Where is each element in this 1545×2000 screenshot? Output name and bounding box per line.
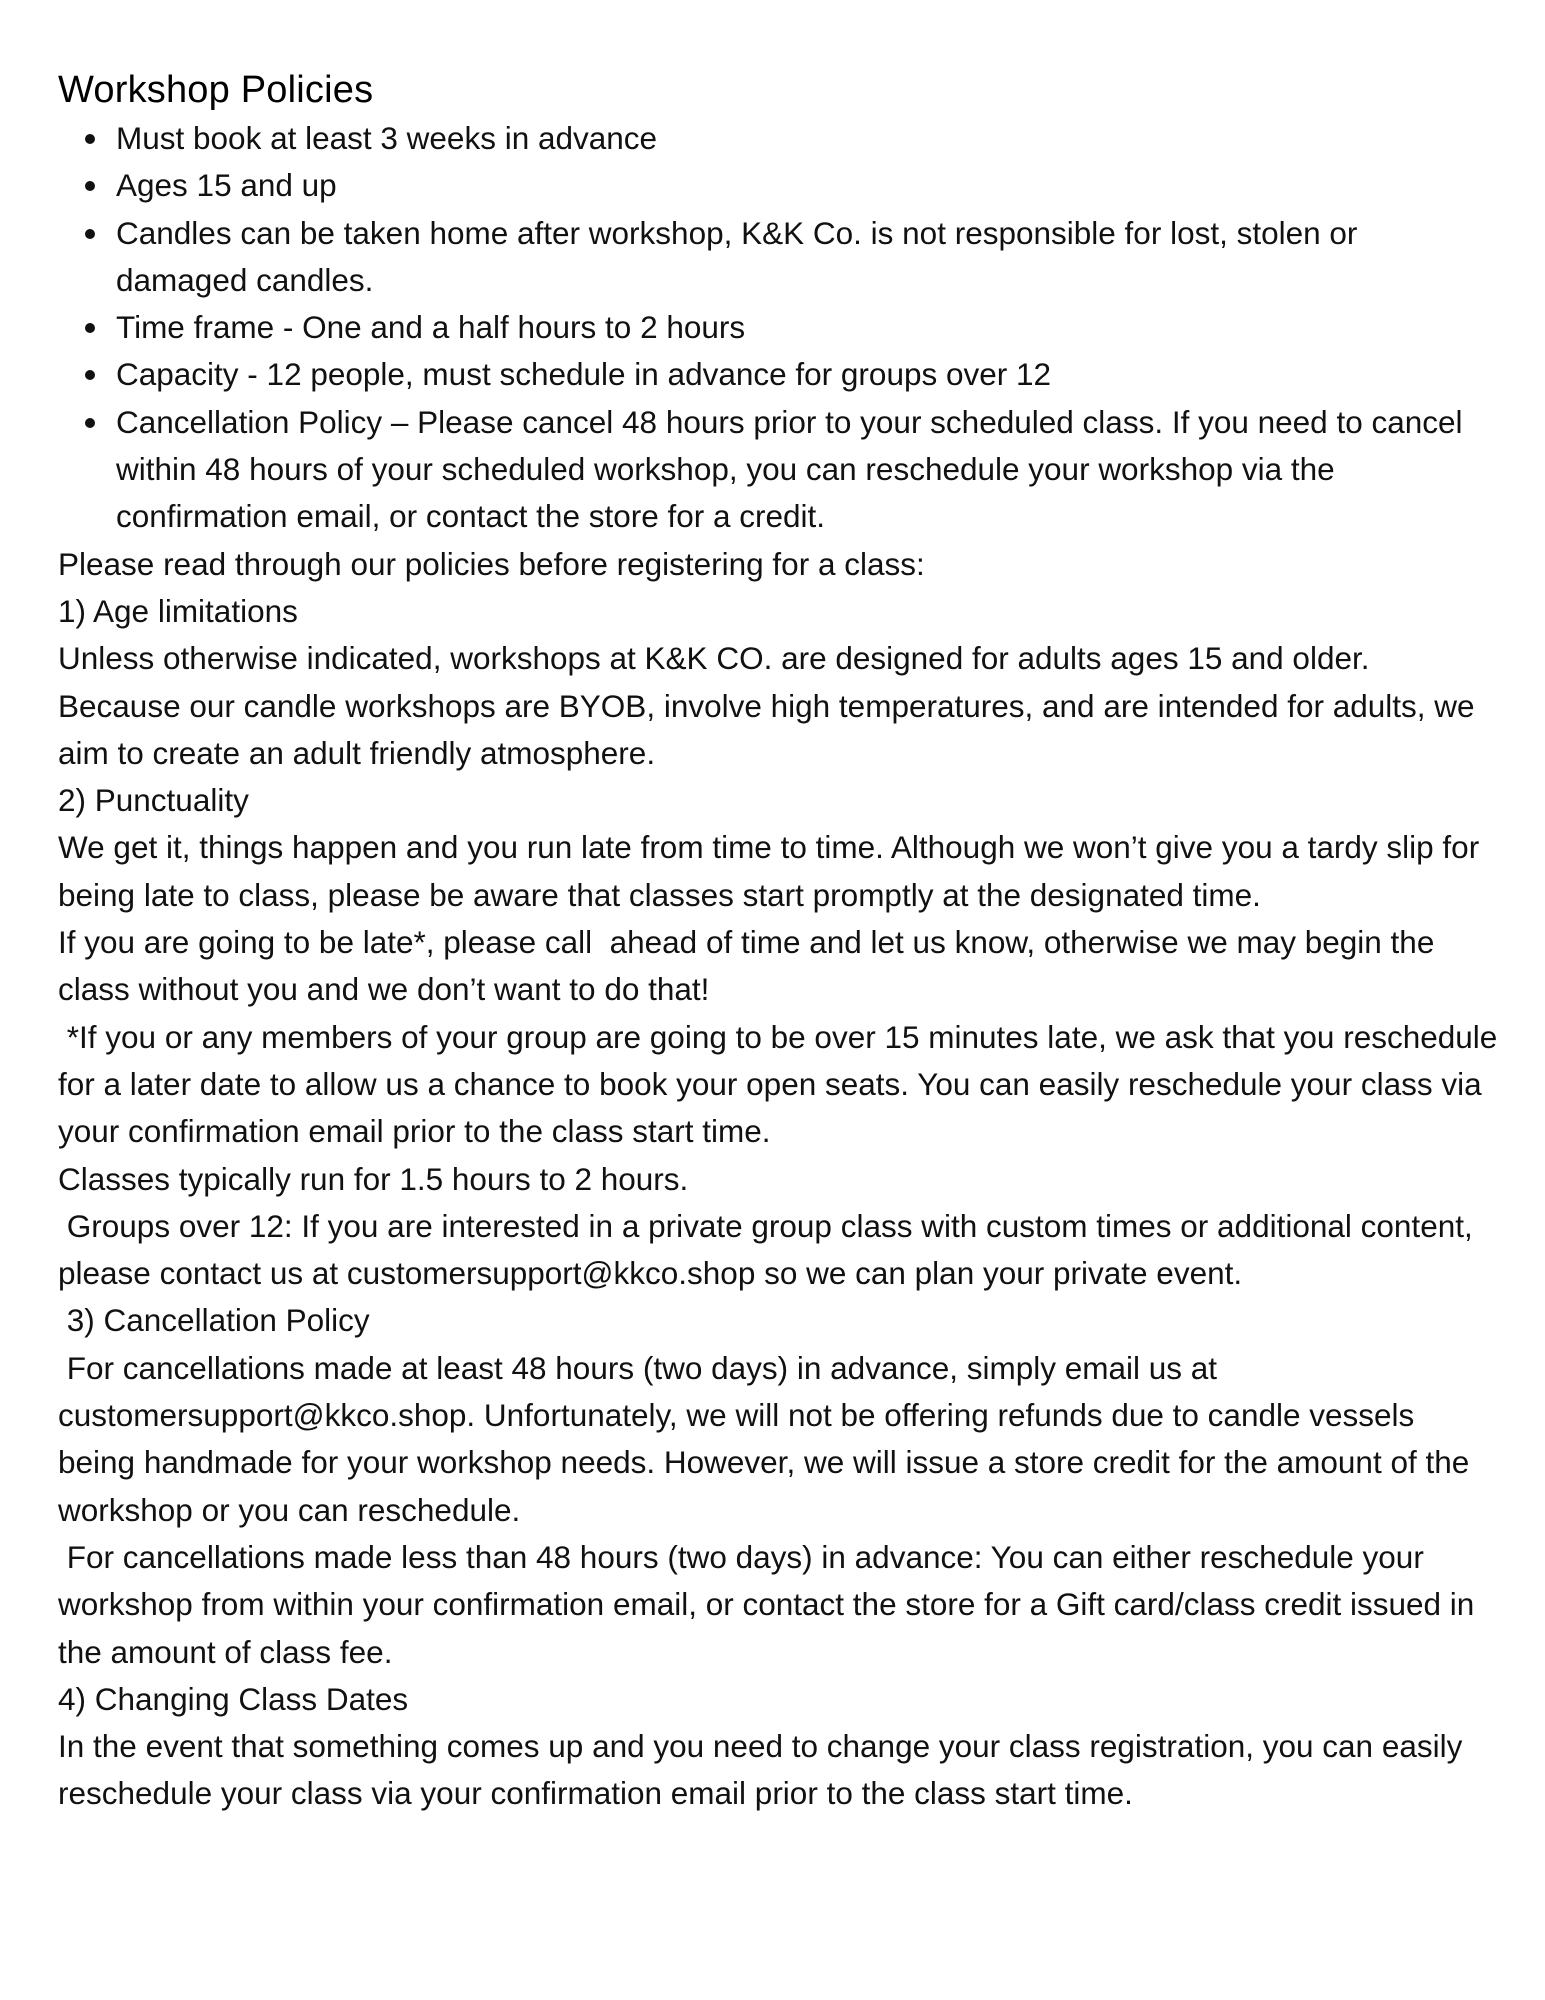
class-duration-text: Classes typically run for 1.5 hours to 2 hours. bbox=[58, 1160, 689, 1197]
policy-bullet-list bbox=[58, 115, 1498, 541]
bullet-icon bbox=[85, 134, 95, 144]
page-title: Workshop Policies bbox=[58, 69, 374, 111]
document-page bbox=[58, 66, 1507, 1818]
list-item bbox=[58, 115, 1498, 162]
bullet-text: Ages 15 and up bbox=[116, 167, 337, 204]
bullet-icon bbox=[85, 181, 95, 191]
bullet-icon bbox=[85, 370, 95, 380]
punctuality-body: We get it, things happen and you run late from time to time. Although we won’t give you a tardy slip for being late to class, please be aware that classes start promptly at the designated time. bbox=[58, 829, 1488, 913]
cancellation-heading: 3) Cancellation Policy bbox=[58, 1302, 370, 1339]
age-limitations-heading: 1) Age limitations bbox=[58, 592, 298, 629]
changing-dates-body: In the event that something comes up and you need to change your class registration, you can easily reschedule your class via your confirmation email prior to the class start time. bbox=[58, 1728, 1472, 1812]
private-groups-text: Groups over 12: If you are interested in a private group class with custom times or additional content, please contact us at customersupport@kkco.shop so we can plan your private event. bbox=[58, 1207, 1482, 1292]
changing-dates-heading: 4) Changing Class Dates bbox=[58, 1680, 409, 1717]
late-call-text: If you are going to be late*, please call ahead of time and let us know, otherwise we may begin the class without you and we don’t want to do that! bbox=[58, 924, 1444, 1008]
cancellation-advance-text: For cancellations made at least 48 hours (two days) in advance, simply email us at customersupport@kkco.shop. Unfortunately, we will not be offering refunds due to candle vessels being handmade for your workshop needs. However, we will issue a store credit for the amount of the workshop or you can reschedule. bbox=[58, 1349, 1479, 1528]
bullet-icon bbox=[85, 323, 95, 333]
punctuality-heading: 2) Punctuality bbox=[58, 782, 249, 819]
list-item bbox=[58, 304, 1498, 351]
list-item bbox=[58, 162, 1498, 209]
cancellation-late-text: For cancellations made less than 48 hours (two days) in advance: You can either reschedule your workshop from within your confirmation email, or contact the store for a Gift card/class credit issued in the amount of class fee. bbox=[58, 1538, 1484, 1670]
bullet-icon bbox=[85, 229, 95, 239]
list-item bbox=[58, 351, 1498, 398]
bullet-text: Time frame - One and a half hours to 2 hours bbox=[116, 309, 746, 346]
bullet-text: Must book at least 3 weeks in advance bbox=[116, 120, 658, 156]
late-note-text: *If you or any members of your group are going to be over 15 minutes late, we ask that you reschedule for a later date to allow us a chance to book your open seats. You can easily reschedule your class via your confirmation email prior to the class start time. bbox=[58, 1018, 1507, 1150]
bullet-text: Capacity - 12 people, must schedule in advance for groups over 12 bbox=[116, 356, 1052, 393]
bullet-text: Cancellation Policy – Please cancel 48 hours prior to your scheduled class. If you need to cancel within 48 hours of your scheduled workshop, you can reschedule your workshop via the confirmation email, or contact the store for a credit. bbox=[116, 403, 1463, 535]
age-limitations-body: Unless otherwise indicated, workshops at K&K CO. are designed for adults ages 15 and older. Because our candle workshops are BYOB, involve high temperatures, and are intended for adults, we aim to create an adult friendly atmosphere. bbox=[58, 640, 1484, 771]
intro-text: Please read through our policies before registering for a class: bbox=[58, 545, 925, 582]
bullet-icon bbox=[85, 418, 95, 428]
list-item bbox=[58, 210, 1498, 305]
bullet-text: Candles can be taken home after workshop, K&K Co. is not responsible for lost, stolen or damaged candles. bbox=[116, 214, 1358, 298]
list-item bbox=[58, 399, 1498, 541]
